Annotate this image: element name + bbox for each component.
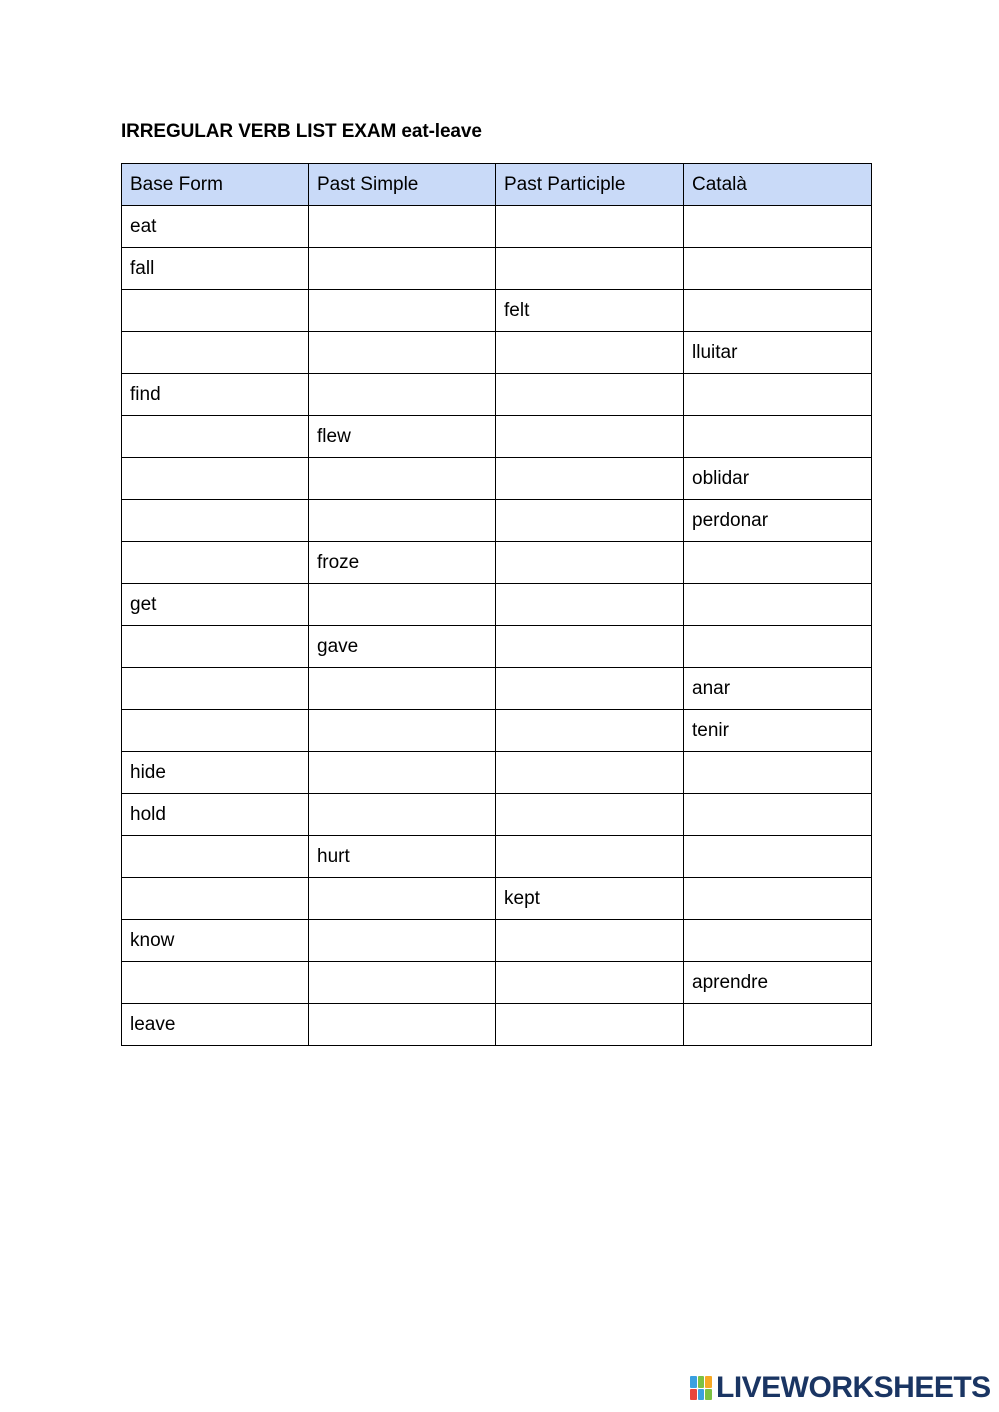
cell-catala: lluitar <box>684 332 872 374</box>
cell-base-form: find <box>122 374 309 416</box>
cell-past-simple[interactable] <box>309 752 496 794</box>
table-row <box>122 290 872 332</box>
cell-catala: oblidar <box>684 458 872 500</box>
cell-base-form: eat <box>122 206 309 248</box>
cell-base-form[interactable] <box>122 962 309 1004</box>
cell-past-simple[interactable] <box>309 290 496 332</box>
cell-past-participle[interactable] <box>496 1004 684 1046</box>
cell-base-form[interactable] <box>122 416 309 458</box>
cell-catala[interactable] <box>684 584 872 626</box>
cell-base-form[interactable] <box>122 836 309 878</box>
logo-text: LIVEWORKSHEETS <box>716 1371 991 1404</box>
table-row <box>122 332 872 374</box>
cell-past-participle[interactable] <box>496 458 684 500</box>
table-body <box>122 206 872 1046</box>
cell-base-form[interactable] <box>122 542 309 584</box>
header-past-participle: Past Participle <box>496 164 684 206</box>
cell-past-participle[interactable] <box>496 542 684 584</box>
cell-past-simple: hurt <box>309 836 496 878</box>
cell-past-participle[interactable] <box>496 668 684 710</box>
cell-past-simple[interactable] <box>309 374 496 416</box>
cell-past-participle[interactable] <box>496 500 684 542</box>
cell-catala[interactable] <box>684 542 872 584</box>
cell-past-participle[interactable] <box>496 920 684 962</box>
cell-base-form: hold <box>122 794 309 836</box>
cell-past-participle[interactable] <box>496 836 684 878</box>
cell-base-form: get <box>122 584 309 626</box>
cell-past-participle: felt <box>496 290 684 332</box>
cell-base-form[interactable] <box>122 290 309 332</box>
cell-catala[interactable] <box>684 752 872 794</box>
page-title: IRREGULAR VERB LIST EXAM eat-leave <box>121 121 482 142</box>
cell-past-participle[interactable] <box>496 626 684 668</box>
cell-past-simple[interactable] <box>309 1004 496 1046</box>
header-catala: Català <box>684 164 872 206</box>
table-row <box>122 374 872 416</box>
cell-base-form: fall <box>122 248 309 290</box>
cell-past-simple: gave <box>309 626 496 668</box>
cell-base-form[interactable] <box>122 332 309 374</box>
cell-past-simple: flew <box>309 416 496 458</box>
cell-past-simple[interactable] <box>309 794 496 836</box>
table-row <box>122 584 872 626</box>
table-row <box>122 458 872 500</box>
cell-past-simple[interactable] <box>309 710 496 752</box>
table-header-row <box>122 164 872 206</box>
cell-past-simple[interactable] <box>309 668 496 710</box>
table-row <box>122 710 872 752</box>
cell-past-participle[interactable] <box>496 206 684 248</box>
table-row <box>122 626 872 668</box>
cell-past-simple: froze <box>309 542 496 584</box>
cell-base-form[interactable] <box>122 878 309 920</box>
cell-past-simple[interactable] <box>309 458 496 500</box>
cell-past-participle: kept <box>496 878 684 920</box>
cell-past-participle[interactable] <box>496 962 684 1004</box>
cell-past-participle[interactable] <box>496 710 684 752</box>
table-row <box>122 500 872 542</box>
cell-catala[interactable] <box>684 248 872 290</box>
cell-base-form: hide <box>122 752 309 794</box>
cell-catala[interactable] <box>684 416 872 458</box>
cell-past-participle[interactable] <box>496 248 684 290</box>
cell-catala[interactable] <box>684 1004 872 1046</box>
table-row <box>122 248 872 290</box>
cell-catala: tenir <box>684 710 872 752</box>
cell-catala[interactable] <box>684 920 872 962</box>
cell-base-form[interactable] <box>122 458 309 500</box>
cell-past-simple[interactable] <box>309 332 496 374</box>
cell-catala[interactable] <box>684 290 872 332</box>
cell-catala: perdonar <box>684 500 872 542</box>
table-row <box>122 878 872 920</box>
table-row <box>122 752 872 794</box>
table-row <box>122 542 872 584</box>
header-base-form: Base Form <box>122 164 309 206</box>
cell-base-form[interactable] <box>122 668 309 710</box>
cell-catala: aprendre <box>684 962 872 1004</box>
cell-base-form: leave <box>122 1004 309 1046</box>
cell-past-participle[interactable] <box>496 416 684 458</box>
table-row <box>122 1004 872 1046</box>
cell-past-participle[interactable] <box>496 332 684 374</box>
cell-catala[interactable] <box>684 836 872 878</box>
cell-past-participle[interactable] <box>496 374 684 416</box>
cell-past-simple[interactable] <box>309 500 496 542</box>
cell-past-simple[interactable] <box>309 962 496 1004</box>
cell-catala[interactable] <box>684 626 872 668</box>
cell-base-form[interactable] <box>122 500 309 542</box>
cell-catala[interactable] <box>684 794 872 836</box>
table-row <box>122 794 872 836</box>
cell-catala[interactable] <box>684 878 872 920</box>
cell-catala[interactable] <box>684 206 872 248</box>
cell-base-form[interactable] <box>122 626 309 668</box>
cell-past-participle[interactable] <box>496 752 684 794</box>
cell-past-simple[interactable] <box>309 248 496 290</box>
table-row <box>122 836 872 878</box>
cell-catala[interactable] <box>684 374 872 416</box>
cell-past-simple[interactable] <box>309 920 496 962</box>
verb-table <box>121 163 872 1046</box>
header-past-simple: Past Simple <box>309 164 496 206</box>
table-row <box>122 206 872 248</box>
cell-past-participle[interactable] <box>496 794 684 836</box>
cell-past-simple[interactable] <box>309 584 496 626</box>
cell-catala: anar <box>684 668 872 710</box>
liveworksheets-logo <box>690 1372 991 1404</box>
cell-base-form[interactable] <box>122 710 309 752</box>
table-row <box>122 920 872 962</box>
table-row <box>122 668 872 710</box>
table-row <box>122 962 872 1004</box>
cell-past-participle[interactable] <box>496 584 684 626</box>
cell-base-form: know <box>122 920 309 962</box>
cell-past-simple[interactable] <box>309 878 496 920</box>
cell-past-simple[interactable] <box>309 206 496 248</box>
table-row <box>122 416 872 458</box>
liveworksheets-logo-icon <box>690 1376 712 1400</box>
